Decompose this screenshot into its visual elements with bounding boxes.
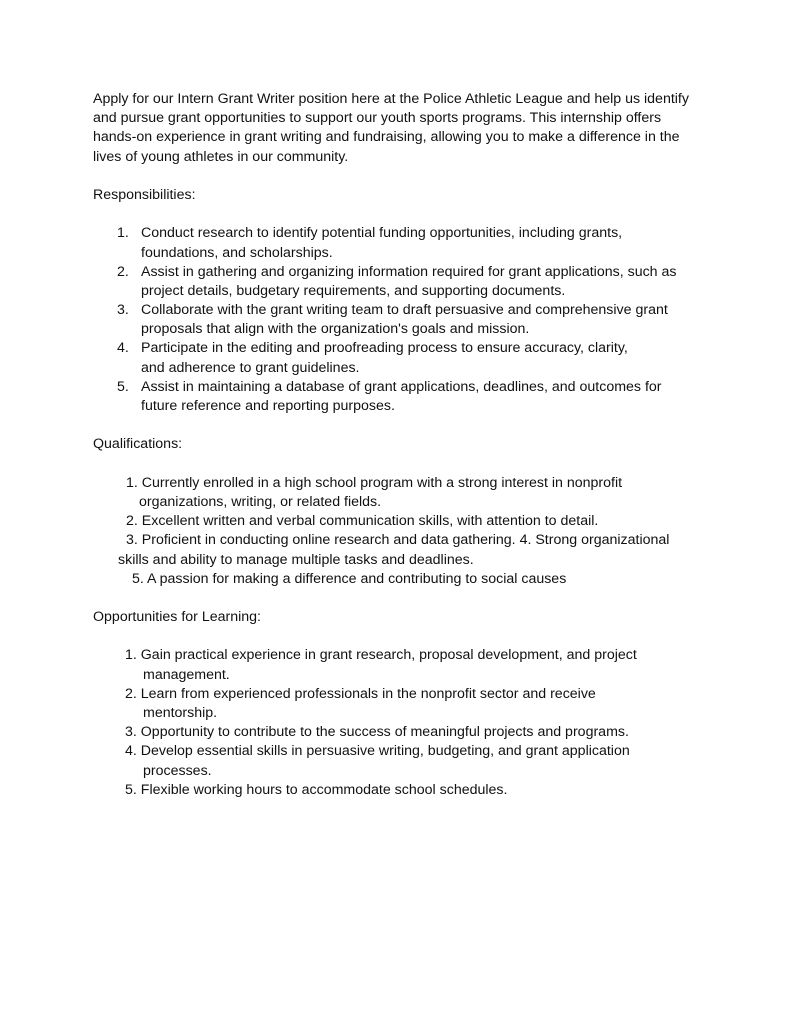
section-heading-text: Opportunities for Learning: [93, 609, 261, 626]
list-item-line [93, 723, 698, 742]
list-item-line [93, 301, 698, 320]
list-item-line-text: processes. [143, 762, 212, 779]
document-sections [93, 167, 698, 800]
list-item-line [93, 512, 698, 531]
list-item-line-text: 2. Excellent written and verbal communication skills, with attention to detail. [126, 513, 599, 530]
section-heading-text: Qualifications: [93, 436, 183, 453]
paragraph-line-text: and pursue grant opportunities to support our youth sports programs. This internship offers [93, 110, 662, 127]
list-item-line-text: skills and ability to manage multiple tasks and deadlines. [118, 551, 474, 568]
paragraph-line-text: hands-on experience in grant writing and fundraising, allowing you to make a difference in the [93, 129, 680, 146]
blank-line [93, 416, 698, 435]
list-item-line [93, 570, 698, 589]
list-item-line-text: Assist in gathering and organizing information required for grant applications, such as [141, 263, 677, 280]
list-item [93, 646, 698, 684]
list-item-line [93, 339, 698, 358]
list-item-line [93, 704, 698, 723]
list-item-line-text: 3. Opportunity to contribute to the success of meaningful projects and programs. [125, 724, 629, 741]
list-item [93, 339, 698, 377]
list-item-line-text: 1. Gain practical experience in grant research, proposal development, and project [125, 647, 637, 664]
list-item [93, 301, 698, 339]
list-item-line [93, 397, 698, 416]
list-item-line-text: and adherence to grant guidelines. [141, 359, 360, 376]
list-item-line-text: 4. Develop essential skills in persuasive writing, budgeting, and grant application [125, 743, 630, 760]
list-item-line [93, 742, 698, 761]
list-item-line [93, 282, 698, 301]
intro-paragraph [93, 90, 698, 167]
list-item-line [93, 781, 698, 800]
list-item-line [93, 474, 698, 493]
list-item-line [93, 551, 698, 570]
list-number: 1. [117, 225, 129, 242]
list-item-line-text: 3. Proficient in conducting online research and data gathering. 4. Strong organizational [126, 532, 670, 549]
list-item-line [93, 646, 698, 665]
list-item [93, 474, 698, 512]
blank-line [93, 205, 698, 224]
list-item-line-text: Collaborate with the grant writing team to draft persuasive and comprehensive grant [141, 302, 668, 319]
document-content [93, 90, 698, 800]
list-item-line-text: 1. Currently enrolled in a high school program with a strong interest in nonprofit [126, 474, 623, 491]
section-heading-text: Responsibilities: [93, 186, 196, 203]
blank-line [93, 589, 698, 608]
section-heading [93, 186, 698, 205]
list-item-line [93, 244, 698, 263]
list-item-line-text: foundations, and scholarships. [141, 244, 333, 261]
blank-line [93, 455, 698, 474]
section-list [93, 474, 698, 589]
list-item-line-text: 5. Flexible working hours to accommodate school schedules. [125, 781, 508, 798]
section-list [93, 224, 698, 416]
list-item [93, 512, 698, 531]
list-item [93, 781, 698, 800]
list-item-line-text: mentorship. [143, 705, 218, 721]
blank-line [93, 167, 698, 186]
paragraph-line [93, 109, 698, 128]
list-item-line-text: organizations, writing, or related fields. [139, 493, 382, 510]
list-item-line-text: Participate in the editing and proofreading process to ensure accuracy, clarity, [141, 340, 628, 357]
list-number: 5. [117, 378, 129, 395]
list-item-line-text: project details, budgetary requirements, and supporting documents. [141, 282, 566, 299]
list-item-line-text: management. [143, 666, 230, 683]
list-item-line-text: future reference and reporting purposes. [141, 398, 395, 414]
paragraph-line [93, 90, 698, 109]
list-item [93, 263, 698, 301]
list-item [93, 723, 698, 742]
list-item-line [93, 762, 698, 781]
blank-line [93, 627, 698, 646]
section-list [93, 646, 698, 800]
list-item-line [93, 531, 698, 550]
list-number: 3. [117, 302, 129, 319]
section-heading [93, 608, 698, 627]
paragraph-line-text: lives of young athletes in our community. [93, 148, 349, 165]
section-heading [93, 435, 698, 454]
list-item [93, 685, 698, 723]
list-item [93, 570, 698, 589]
list-item-line [93, 685, 698, 704]
list-item-line-text: 5. A passion for making a difference and contributing to social causes [132, 570, 567, 587]
list-item-line-text: Assist in maintaining a database of grant applications, deadlines, and outcomes for [141, 378, 662, 395]
list-item-line [93, 263, 698, 282]
list-number: 2. [117, 263, 129, 280]
paragraph-line [93, 128, 698, 147]
list-item [93, 531, 698, 569]
list-number: 4. [117, 340, 129, 357]
list-item-line [93, 666, 698, 685]
list-item-line-text: 2. Learn from experienced professionals in the nonprofit sector and receive [125, 685, 596, 702]
list-item-line-text: proposals that align with the organization's goals and mission. [141, 321, 530, 338]
list-item-line [93, 359, 698, 378]
paragraph-line-text: Apply for our Intern Grant Writer position here at the Police Athletic League and help us identify [93, 91, 689, 107]
list-item [93, 378, 698, 416]
list-item [93, 224, 698, 262]
list-item [93, 742, 698, 780]
list-item-line-text: Conduct research to identify potential funding opportunities, including grants, [141, 225, 623, 242]
list-item-line [93, 493, 698, 512]
list-item-line [93, 378, 698, 397]
list-item-line [93, 224, 698, 243]
paragraph-line [93, 148, 698, 167]
list-item-line [93, 320, 698, 339]
